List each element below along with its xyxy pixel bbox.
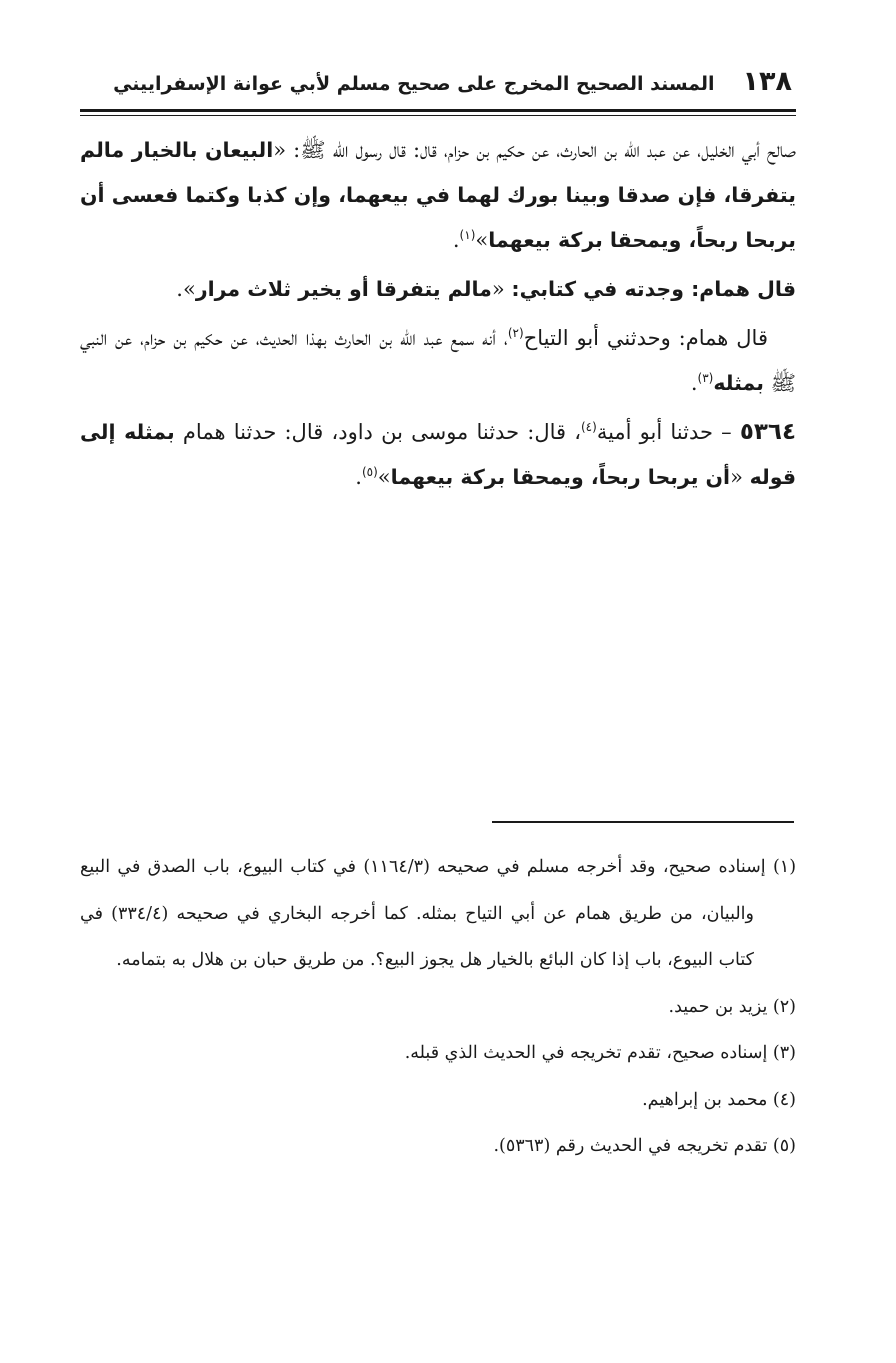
text-run: « — [491, 277, 512, 301]
footnotes — [80, 844, 796, 1170]
text-run: صالح أبي الخليل، عن عبد الله بن الحارث، عن حكيم بن حزام، قال: قال رسول الله ﷺ: « — [273, 138, 796, 162]
page-number: ١٣٨ — [742, 66, 792, 97]
footnote-2: (٢) يزيد بن حميد. — [668, 996, 796, 1017]
footnote-ref: (٤) — [580, 420, 597, 434]
footnote-ref: (٢) — [507, 326, 524, 340]
footnote-separator — [492, 821, 794, 823]
text-run: « — [730, 465, 750, 489]
paragraph-hadith-5364 — [80, 410, 796, 500]
header-rule-thick — [80, 109, 796, 112]
paragraph-hammam-quote — [80, 267, 796, 312]
text-run: . — [690, 371, 698, 395]
footnote-1: (١) إسناده صحيح، وقد أخرجه مسلم في صحيحه (١١٦٤/٣) في كتاب البيوع، باب الصدق في البيع والبيان، من طريق همام عن أبي التياح بمثله. كما أخرجه البخاري في صحيحه (٣٣٤/٤) في كتاب البيوع، باب إذا كان البائع بالخيار هل يجوز البيع؟. من طريق حبان بن هلال به بتمامه. — [80, 857, 797, 970]
footnote-3: (٣) إسناده صحيح، تقدم تخريجه في الحديث الذي قبله. — [404, 1043, 796, 1063]
bold-run: مالم يتفرقا أو يخير ثلاث مرار — [195, 277, 492, 301]
bold-run: بمثله إلى قوله — [80, 420, 796, 489]
footnote-5: (٥) تقدم تخريجه في الحديث رقم (٥٣٦٣). — [493, 1136, 796, 1156]
footnote-4: (٤) محمد بن إبراهيم. — [642, 1089, 796, 1110]
paragraph-hadith-text — [80, 128, 796, 263]
footnote-ref: (١) — [459, 228, 476, 242]
bold-run: أن يربحا ربحاً، ويمحقا بركة بيعهما — [390, 465, 731, 489]
bold-run: قال همام: وجدته في كتابي: — [511, 277, 796, 301]
text-run: ، قال: حدثنا موسى بن داود، قال: حدثنا همام — [174, 420, 581, 444]
paragraph-abu-tayyah — [80, 316, 796, 406]
main-text — [80, 128, 796, 504]
running-title: المسند الصحيح المخرج على صحيح مسلم لأبي عوانة الإسفراييني — [113, 73, 715, 95]
text-run: – حدثنا أبو أمية — [596, 420, 740, 444]
text-run: » — [377, 465, 391, 489]
bold-run: بمثله — [713, 371, 764, 395]
footnote-ref: (٣) — [697, 371, 714, 385]
text-run: ، أنه سمع عبد الله بن الحارث بهذا الحديث، عن حكيم بن حزام، عن النبي ﷺ — [80, 326, 796, 395]
text-run: . — [452, 228, 460, 252]
footnote-ref: (٥) — [361, 465, 378, 479]
text-run: . — [355, 465, 362, 489]
bold-run: البيعان بالخيار مالم يتفرقا، فإن صدقا وبينا بورك لهما في بيعهما، وإن كذبا وكتما فعسى أن يربحا ربحاً، ويمحقا بركة بيعهما — [80, 138, 796, 252]
text-run: » — [475, 228, 489, 252]
hadith-number: ٥٣٦٤ — [739, 419, 796, 445]
header-rule-thin — [80, 115, 796, 116]
text-run: ». — [176, 277, 196, 301]
text-run: قال همام: وحدثني أبو التياح — [523, 326, 768, 350]
page-header — [80, 66, 796, 112]
